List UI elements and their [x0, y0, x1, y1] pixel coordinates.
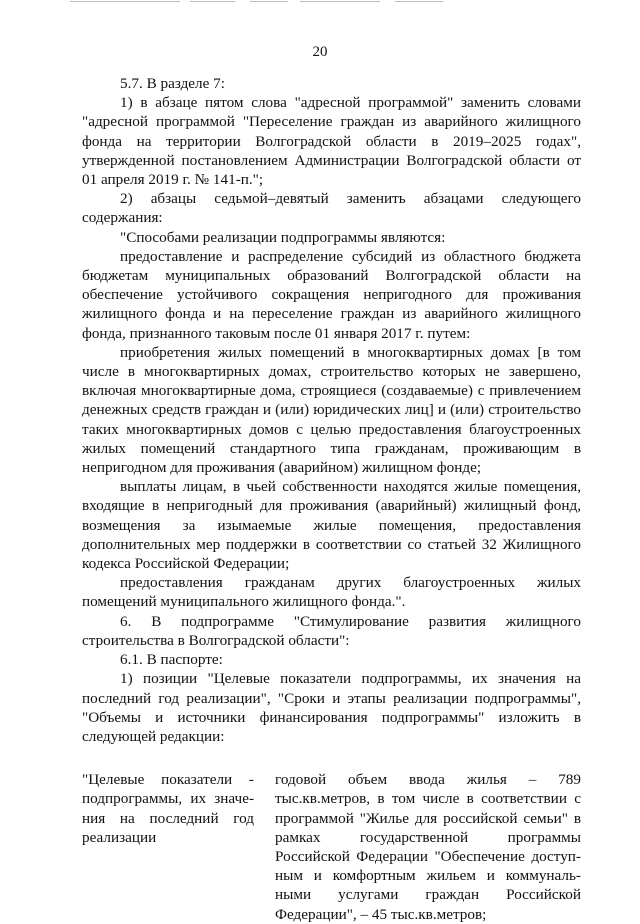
paragraph: 6.1. В паспорте:	[120, 651, 223, 669]
paragraph: 1) в абзаце пятом слова "адресной программой" заменить словами "адресной программой "Переселение граждан из аварийного жилищного фонда на территории Волгоградской области в 2019–2025 годах", утвержденной постановлением Администрации Волгоградской области от 01 апреля 2019 г. № 141-п.";	[82, 94, 581, 189]
paragraph: приобретения жилых помещений в многоквартирных домах [в том числе в многоквартирных домах, строительство которых не завершено, включая многоквартирные дома, строящиеся (создаваемые) с привлечением денежных средств граждан и (или) юридических лиц] и (или) строительство таких многоквартирных домов с целью предоставления благоустроенных жилых помещений стандартного типа гражданам, проживающим в непригодном для проживания (аварийном) жилищном фонде;	[82, 343, 581, 477]
paragraph: "Способами реализации подпрограммы являются:	[120, 228, 446, 246]
page-number: 20	[312, 44, 328, 60]
paragraph: предоставления гражданам других благоустроенных жилых помещений муниципального жилищного фонда.".	[82, 574, 581, 611]
paragraph: предоставление и распределение субсидий из областного бюджета бюджетам муниципальных образований Волгоградской области на обеспечение устойчивого сокращения непригодного для проживания жилищного фонда и на переселение граждан из аварийного жилищного фонда, признанного таковым после 01 января 2017 г. путем:	[82, 247, 581, 342]
paragraph: 1) позиции "Целевые показатели подпрограммы, их значения на последний год реализации", "Сроки и этапы реализации подпрограммы", "Объемы и источники финансирования подпрограммы" изложить в следующей редакции:	[82, 670, 581, 745]
paragraph: выплаты лицам, в чьей собственности находятся жилые помещения, входящие в непригодный для проживания (аварийный) жилищный фонд, возмещения за изымаемые жилые помещения, предоставления дополнительных мер поддержки в соответствии со статьей 32 Жилищного кодекса Российской Федерации;	[82, 478, 581, 573]
passport-table	[82, 770, 581, 924]
paragraph: 6. В подпрограмме "Стимулирование развития жилищного строительства в Волгоградской области":	[82, 612, 581, 649]
table-cell-value: годовой объем ввода жилья – 789 тыс.кв.метров, в том числе в соответствии с программой "Жилье для российской семьи" в рамках государственной программы Российской Федерации "Обеспечение доступ-ным и комфортным жильем и коммуналь-ными услугами граждан Российской Федерации", – 45 тыс.кв.метров;	[275, 771, 581, 923]
table-cell-label: "Целевые показатели - подпрограммы, их значе-ния на последний год реализации	[82, 771, 254, 846]
document-body	[82, 74, 581, 924]
section-heading: 5.7. В разделе 7:	[120, 75, 225, 92]
scan-top-marks	[0, 0, 640, 6]
paragraph: 2) абзацы седьмой–девятый заменить абзацами следующего содержания:	[82, 190, 581, 227]
